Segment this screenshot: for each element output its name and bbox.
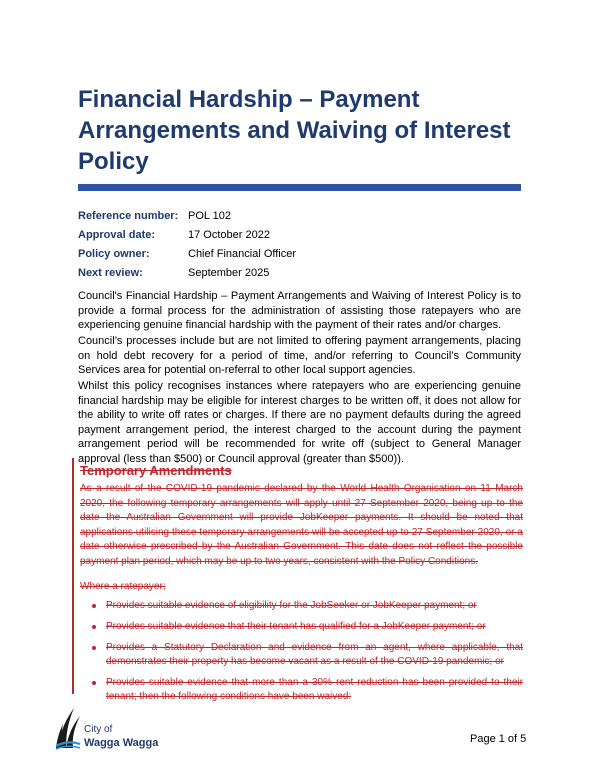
- meta-row-approval: [78, 228, 296, 247]
- body-paragraph-processes: Council’s processes include but are not limited to offering payment arrangements, placing on hold debt recovery for a period of time, and/or referring to Council’s Community Services area for potential on-referral to other local support agencies.: [78, 335, 521, 376]
- list-item-text: Provides suitable evidence of eligibility for the JobSeeker or JobKeeper payment; or: [106, 600, 477, 611]
- meta-value: Chief Financial Officer: [188, 248, 297, 260]
- bullet-icon: [92, 604, 96, 608]
- amendments-intro: Where a ratepayer;: [80, 581, 166, 592]
- meta-label: Next review:: [78, 267, 143, 279]
- policy-metadata: [78, 209, 296, 285]
- meta-value: September 2025: [188, 267, 270, 279]
- amendments-heading: Temporary Amendments: [80, 463, 232, 478]
- meta-value: 17 October 2022: [188, 229, 270, 241]
- list-item: [80, 641, 523, 669]
- policy-title: Financial Hardship – Payment Arrangements and Waiving of Interest Policy: [78, 86, 511, 175]
- logo-name-text: Wagga Wagga: [84, 737, 159, 749]
- logo-city-text: City of: [84, 724, 113, 735]
- list-item: [80, 676, 523, 704]
- list-item-text: Provides suitable evidence that more than a 30% rent reduction has been provided to their tenant; then the following conditions have been waived:: [106, 677, 523, 702]
- list-item: [80, 620, 523, 634]
- meta-row-review: [78, 266, 296, 285]
- meta-row-reference: [78, 209, 296, 228]
- city-logo: [54, 704, 159, 754]
- list-item: [80, 599, 523, 613]
- body-paragraph-purpose: Council's Financial Hardship – Payment Arrangements and Waiving of Interest Policy is to provide a formal process for the administration of assisting those ratepayers who are experiencing genuine financial hardship with the payment of their rates and/or charges.: [78, 290, 521, 331]
- temporary-amendments-section: [72, 458, 526, 702]
- meta-row-owner: [78, 247, 296, 266]
- bullet-icon: [92, 625, 96, 629]
- meta-label: Approval date:: [78, 229, 156, 241]
- amendments-paragraph: As a result of the COVID-19 pandemic declared by the World Health Organisation on 11 March 2020, the following temporary arrangements will apply until 27 September 2020, being up to the date the Australian Government will provide JobKeeper payments. It should be noted that applications utilising these temporary arrangements will be accepted up to 27 September 2020, or a date otherwise prescribed by the Australian Government. This date does not reflect the possible payment plan period, which may be up to two years, consistent with the Policy Conditions.: [80, 483, 523, 567]
- amendments-list: [80, 599, 523, 711]
- meta-value: POL 102: [188, 210, 232, 222]
- title-divider: [78, 184, 521, 191]
- list-item-text: Provides a Statutory Declaration and evidence from an agent, where applicable, that demonstrates their property has become vacant as a result of the COVID-19 pandemic; or: [106, 642, 523, 667]
- page-number: Page 1 of 5: [470, 733, 527, 745]
- meta-label: Policy owner:: [78, 248, 150, 260]
- list-item-text: Provides suitable evidence that their tenant has qualified for a JobKeeper payment; or: [106, 621, 486, 632]
- bullet-icon: [92, 646, 96, 650]
- bullet-icon: [92, 681, 96, 685]
- wagga-wagga-logo-icon: [54, 704, 82, 750]
- body-paragraph-interest: Whilst this policy recognises instances where ratepayers who are experiencing genuine financial hardship may be eligible for interest charges to be written off, it does not allow for the ability to write off rates or charges. If there are no payment defaults during the agreed payment arrangement period, the interest charged to the account during the payment arrangement period will be recommended for write off (subject to General Manager approval (less than $500) or Council approval (greater than $500)).: [78, 380, 521, 465]
- meta-label: Reference number:: [78, 210, 179, 222]
